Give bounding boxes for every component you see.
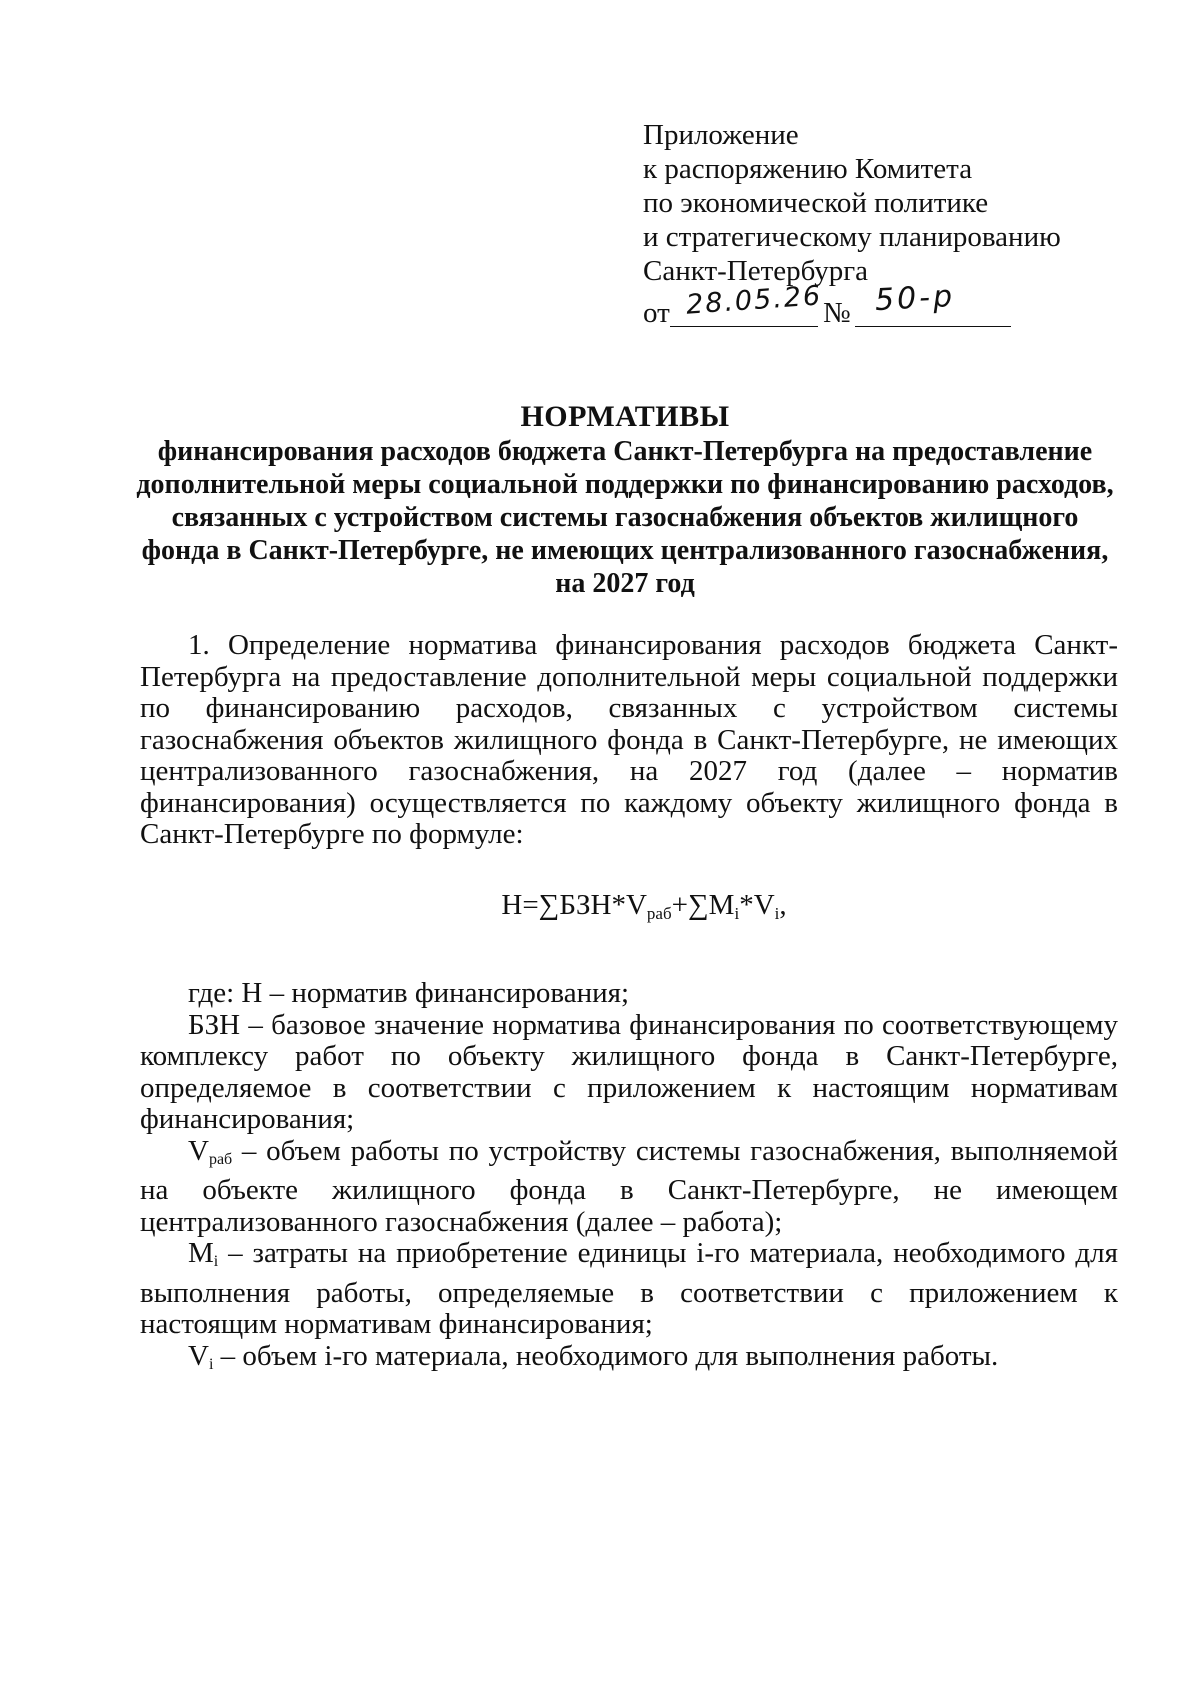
definition-bzn [140, 1010, 1118, 1136]
appendix-line-city: Санкт-Петербурга [643, 255, 869, 287]
appendix-line-order: к распоряжению Комитета [643, 153, 973, 185]
formula [140, 890, 1118, 930]
document-title-block [110, 400, 1140, 600]
appendix-line-policy: по экономической политике [643, 187, 989, 219]
definition-term [188, 1135, 256, 1167]
formula-sub-1: раб [646, 904, 672, 923]
definition-text: объем работы по устройству системы газоснабжения, выполняемой на объекте жилищного фонда в Санкт-Петербурге, не имеющем централизованного газоснабжения (далее – работа); [140, 1134, 1119, 1238]
definition-h [140, 978, 1118, 1010]
number-field [855, 278, 1011, 327]
term-dash: – [213, 1339, 236, 1372]
paragraph-1: 1. Определение норматива финансирования расходов бюджета Санкт-Петербурга на предоставление дополнительной меры социальной поддержки по финансированию расходов, связанных с устройством системы газоснабжения объектов жилищного фонда в Санкт-Петербурге, не имеющих централизованного газоснабжения, на 2027 год (далее – норматив финансирования) осуществляется по каждому объекту жилищного фонда в Санкт-Петербурге по формуле: [140, 629, 1118, 850]
definition-text: объем i-го материала, необходимого для выполнения работы. [235, 1339, 999, 1372]
definition-text: норматив финансирования; [284, 977, 630, 1009]
formula-sub-2: i [734, 904, 740, 923]
from-label: от [643, 297, 670, 329]
formula-sub-3: i [774, 904, 780, 923]
definition-mi [140, 1238, 1118, 1341]
appendix-header [643, 118, 1103, 328]
term-dash: – [232, 1134, 257, 1167]
term-dash: – [218, 1237, 243, 1269]
term-subscript: i [208, 1355, 214, 1373]
definition-text: затраты на приобретение единицы i-го материала, необходимого для выполнения работы, определяемые в соответствии с приложением к настоящим нормативам финансирования; [140, 1237, 1118, 1340]
formula-part-2: +∑M [671, 889, 735, 921]
definition-term [188, 1237, 243, 1269]
formula-part-1: Н=∑БЗН*V [501, 889, 647, 921]
document-subtitle: финансирования расходов бюджета Санкт-Петербурга на предоставление дополнительной меры социальной поддержки по финансированию расходов, связанных с устройством системы газоснабжения объектов жилищного фонда в Санкт-Петербурге, не имеющих централизованного газоснабжения, на 2027 год [136, 436, 1114, 599]
definition-term: где: Н – [188, 977, 285, 1009]
appendix-title: Приложение [643, 119, 799, 151]
handwritten-number: 50-р [874, 278, 956, 319]
definition-vrab [140, 1136, 1118, 1239]
term-symbol: V [188, 1339, 209, 1372]
definition-vi [140, 1341, 1118, 1381]
appendix-line-planning: и стратегическому планированию [643, 221, 1061, 253]
term-symbol: M [188, 1237, 214, 1269]
date-field [670, 280, 824, 327]
date-number-line [643, 278, 1103, 329]
number-label: № [823, 297, 851, 329]
term-subscript: i [213, 1253, 219, 1270]
formula-part-4: , [779, 889, 787, 921]
formula-part-3: *V [739, 889, 775, 921]
definitions [140, 978, 1118, 1380]
handwritten-date: 28.05.26 [685, 280, 824, 321]
definition-term [188, 1340, 235, 1372]
term-subscript: раб [208, 1150, 233, 1168]
definition-text: базовое значение норматива финансирования по соответствующему комплексу работ по объекту жилищного фонда в Санкт-Петербурге, определяемое в соответствии с приложением к настоящим нормативам финансирования; [140, 1008, 1119, 1135]
definition-term: БЗН – [188, 1008, 263, 1041]
document-title: НОРМАТИВЫ [520, 400, 730, 433]
term-symbol: V [188, 1134, 209, 1167]
